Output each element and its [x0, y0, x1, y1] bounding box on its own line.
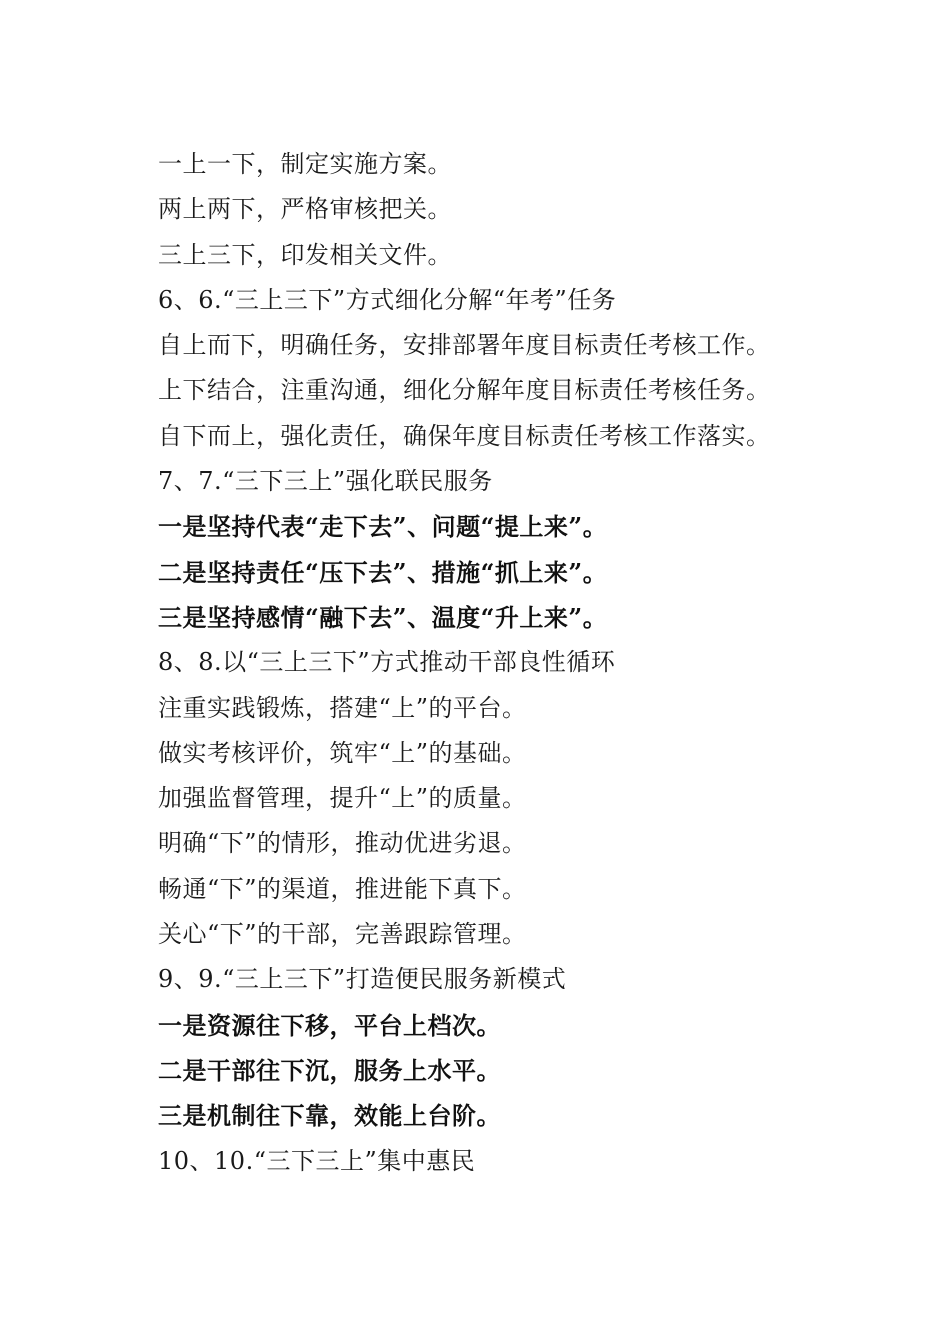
- section-heading: 6、6.“三上三下”方式细化分解“年考”任务: [158, 285, 617, 314]
- section-heading: 10、10.“三下三上”集中惠民: [158, 1146, 476, 1175]
- text-line: 自下而上，强化责任，确保年度目标责任考核工作落实。: [158, 421, 771, 450]
- bold-text-line: 一是资源往下移，平台上档次。: [158, 1010, 501, 1040]
- bold-text-line: 二是干部往下沉，服务上水平。: [158, 1055, 501, 1085]
- bold-text-line: 二是坚持责任“压下去”、措施“抓上来”。: [158, 557, 608, 587]
- bold-text-line: 三是坚持感情“融下去”、温度“升上来”。: [158, 602, 608, 632]
- document-body: [158, 142, 918, 1184]
- text-line: 畅通“下”的渠道，推进能下真下。: [158, 874, 527, 903]
- section-heading: 8、8.以“三上三下”方式推动干部良性循环: [158, 648, 616, 677]
- text-line: 三上三下，印发相关文件。: [158, 240, 452, 269]
- text-line: 上下结合，注重沟通，细化分解年度目标责任考核任务。: [158, 376, 771, 405]
- bold-text-line: 三是机制往下靠，效能上台阶。: [158, 1101, 501, 1131]
- text-line: 两上两下，严格审核把关。: [158, 195, 452, 224]
- text-line: 明确“下”的情形，推动优进劣退。: [158, 829, 527, 858]
- text-line: 加强监督管理，提升“上”的质量。: [158, 784, 527, 813]
- text-line: 做实考核评价，筑牢“上”的基础。: [158, 738, 527, 767]
- section-heading: 7、7.“三下三上”强化联民服务: [158, 467, 493, 496]
- text-line: 注重实践锻炼，搭建“上”的平台。: [158, 693, 527, 722]
- bold-text-line: 一是坚持代表“走下去”、问题“提上来”。: [158, 512, 608, 542]
- text-line: 关心“下”的干部，完善跟踪管理。: [158, 920, 527, 949]
- text-line: 一上一下，制定实施方案。: [158, 150, 452, 178]
- section-heading: 9、9.“三上三下”打造便民服务新模式: [158, 965, 567, 994]
- text-line: 自上而下，明确任务，安排部署年度目标责任考核工作。: [158, 331, 771, 360]
